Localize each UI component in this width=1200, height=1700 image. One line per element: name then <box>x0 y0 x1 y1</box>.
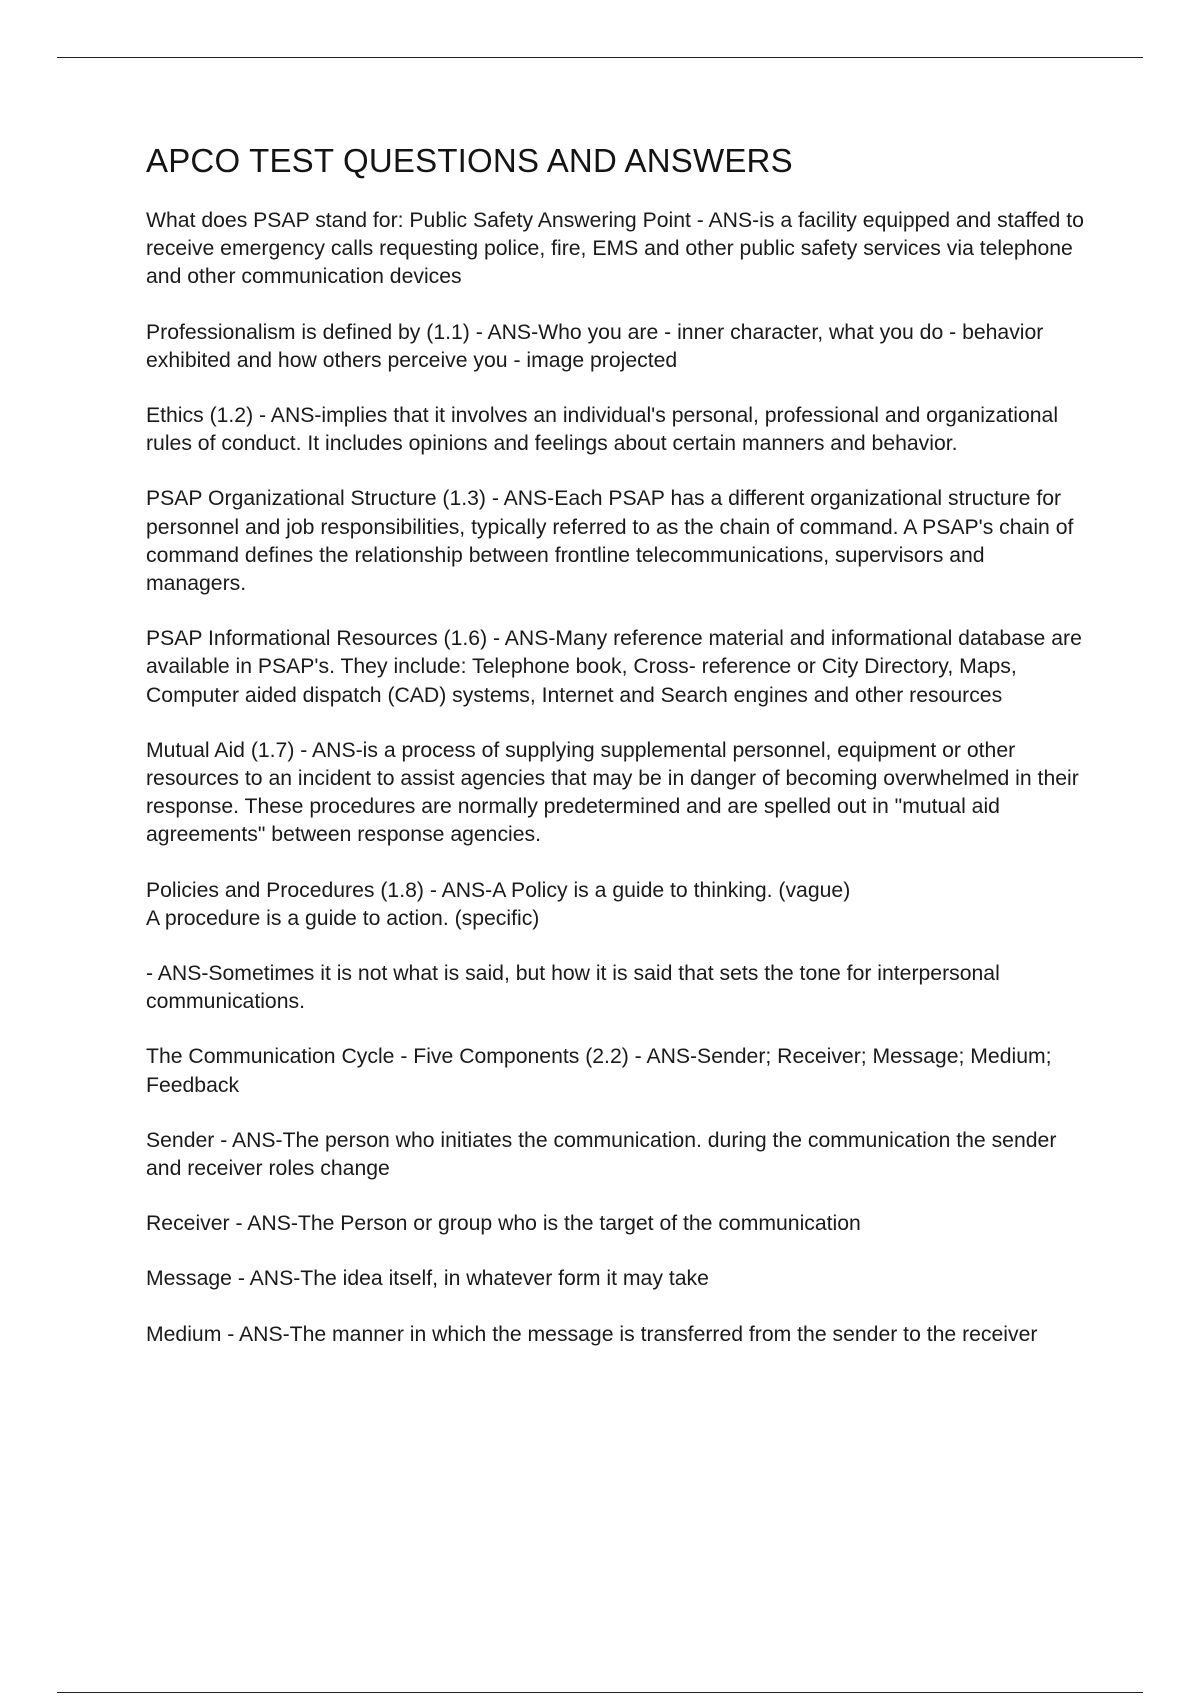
qa-entry: PSAP Informational Resources (1.6) - ANS-Many reference material and informational database are available in PSAP's. They include: Telephone book, Cross- reference or City Directory, Maps, Computer aided dispatch (CAD) systems, Internet and Search engines and other resources <box>146 627 1082 707</box>
document-title: APCO TEST QUESTIONS AND ANSWERS <box>146 142 793 179</box>
header-rule <box>57 57 1143 58</box>
qa-entry: PSAP Organizational Structure (1.3) - ANS-Each PSAP has a different organizational structure for personnel and job responsibilities, typically referred to as the chain of command. A PSAP's chain of command defines the relationship between frontline telecommunications, supervisors and managers. <box>146 487 1074 596</box>
qa-entry: Mutual Aid (1.7) - ANS-is a process of supplying supplemental personnel, equipment or other resources to an incident to assist agencies that may be in danger of becoming overwhelmed in their response. These procedures are normally predetermined and are spelled out in "mutual aid agreements" between response agencies. <box>146 738 1079 847</box>
qa-entry: - ANS-Sometimes it is not what is said, but how it is said that sets the tone for interpersonal communications. <box>146 962 1000 1014</box>
qa-entry: Receiver - ANS-The Person or group who is the target of the communication <box>146 1212 861 1236</box>
qa-entry: Professionalism is defined by (1.1) - ANS-Who you are - inner character, what you do - behavior exhibited and how others perceive you - image projected <box>146 320 1044 372</box>
qa-entry: Sender - ANS-The person who initiates the communication. during the communication the sender and receiver roles change <box>146 1128 1057 1181</box>
qa-entry: Ethics (1.2) - ANS-implies that it involves an individual's personal, professional and organizational rules of conduct. It includes opinions and feelings about certain manners and behavior. <box>146 404 1059 456</box>
qa-entry: Message - ANS-The idea itself, in whatever form it may take <box>146 1267 709 1291</box>
qa-entry: The Communication Cycle - Five Components (2.2) - ANS-Sender; Receiver; Message; Medium; Feedback <box>146 1045 1052 1097</box>
footer-rule <box>57 1692 1143 1693</box>
qa-entry: Medium - ANS-The manner in which the message is transferred from the sender to the receiver <box>146 1322 1038 1346</box>
qa-entry: Policies and Procedures (1.8) - ANS-A Policy is a guide to thinking. (vague) A procedure is a guide to action. (specific) <box>146 878 851 930</box>
qa-entry: What does PSAP stand for: Public Safety Answering Point - ANS-is a facility equipped and staffed to receive emergency calls requesting police, fire, EMS and other public safety services via telephone and other communication devices <box>146 209 1084 289</box>
document-body <box>146 142 1086 1376</box>
